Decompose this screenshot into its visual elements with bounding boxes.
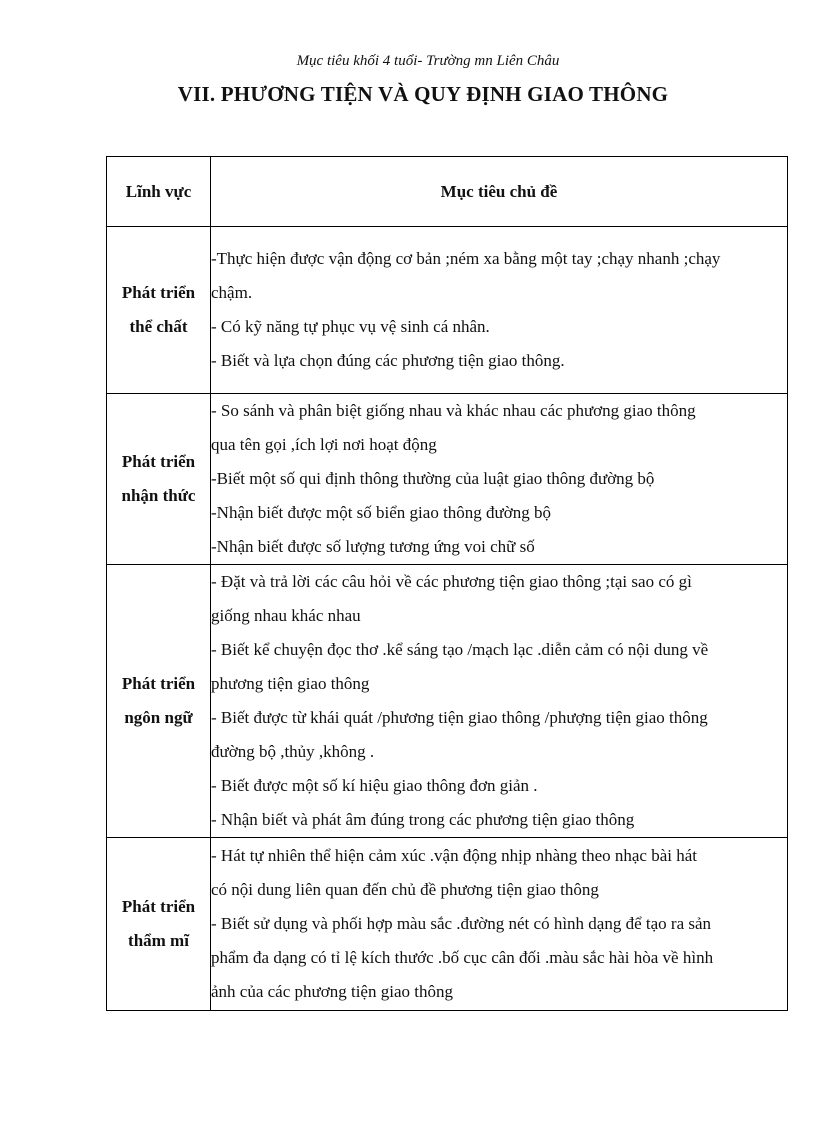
goal-line: - Biết được một số kí hiệu giao thông đơn giản . — [211, 776, 538, 795]
goal-line: - Biết và lựa chọn đúng các phương tiện giao thông. — [211, 351, 565, 370]
document-title: VII. PHƯƠNG TIỆN VÀ QUY ĐỊNH GIAO THÔNG — [177, 82, 669, 106]
table-row — [107, 227, 788, 394]
goal-line: - Có kỹ năng tự phục vụ vệ sinh cá nhân. — [211, 317, 490, 336]
table-row — [107, 394, 788, 565]
goal-line: ảnh của các phương tiện giao thông — [211, 982, 453, 1001]
goals-table — [106, 156, 788, 1011]
area-cell — [107, 227, 211, 394]
area-label-line1: Phát triển — [121, 674, 196, 693]
goal-line: -Biết một số qui định thông thường của luật giao thông đường bộ — [211, 469, 655, 488]
table-header-row — [107, 157, 788, 227]
goals-cell — [211, 565, 788, 838]
column-header-area: Lĩnh vực — [107, 157, 211, 227]
goals-cell — [211, 227, 788, 394]
goal-line: - Biết được từ khái quát /phương tiện giao thông /phượng tiện giao thông — [211, 708, 708, 727]
area-label-line1: Phát triển — [121, 283, 196, 302]
area-label-line2: thẩm mĩ — [128, 931, 189, 950]
area-label-line2: nhận thức — [121, 486, 196, 505]
goals-cell — [211, 838, 788, 1011]
goal-line: có nội dung liên quan đến chủ đề phương tiện giao thông — [211, 880, 599, 899]
area-cell — [107, 394, 211, 565]
area-label-line1: Phát triển — [121, 897, 196, 916]
goal-line: qua tên gọi ,ích lợi nơi hoạt động — [211, 435, 437, 454]
goal-line: phẩm đa dạng có tỉ lệ kích thước .bố cục cân đối .màu sắc hài hòa về hình — [211, 948, 714, 967]
area-label-line1: Phát triển — [121, 452, 196, 471]
area-cell — [107, 565, 211, 838]
table-row — [107, 838, 788, 1011]
goal-line: - So sánh và phân biệt giống nhau và khác nhau các phương giao thông — [211, 401, 696, 420]
goal-line: -Thực hiện được vận động cơ bản ;ném xa bằng một tay ;chạy nhanh ;chạy — [211, 249, 721, 268]
goal-line: - Nhận biết và phát âm đúng trong các phương tiện giao thông — [211, 810, 635, 829]
goal-line: - Đặt và trả lời các câu hỏi về các phương tiện giao thông ;tại sao có gì — [211, 572, 692, 591]
goal-line: đường bộ ,thủy ,không . — [211, 742, 375, 761]
goal-line: phương tiện giao thông — [211, 674, 370, 693]
goal-line: - Biết sử dụng và phối hợp màu sắc .đường nét có hình dạng để tạo ra sản — [211, 914, 712, 933]
table-row — [107, 565, 788, 838]
goal-line: chậm. — [211, 283, 253, 302]
goals-cell — [211, 394, 788, 565]
goal-line: giống nhau khác nhau — [211, 606, 361, 625]
goal-line: - Hát tự nhiên thể hiện cảm xúc .vận động nhịp nhàng theo nhạc bài hát — [211, 846, 698, 865]
goal-line: -Nhận biết được một số biển giao thông đường bộ — [211, 503, 551, 522]
area-label-line2: ngôn ngữ — [124, 708, 193, 727]
column-header-goals: Mục tiêu chủ đề — [211, 157, 788, 227]
goal-line: -Nhận biết được số lượng tương ứng voi chữ số — [211, 537, 535, 556]
area-label-line2: thể chất — [129, 317, 188, 336]
document-subtitle: Mục tiêu khối 4 tuổi- Trường mn Liên Châu — [296, 53, 560, 69]
area-cell — [107, 838, 211, 1011]
goal-line: - Biết kể chuyện đọc thơ .kể sáng tạo /mạch lạc .diễn cảm có nội dung về — [211, 640, 709, 659]
